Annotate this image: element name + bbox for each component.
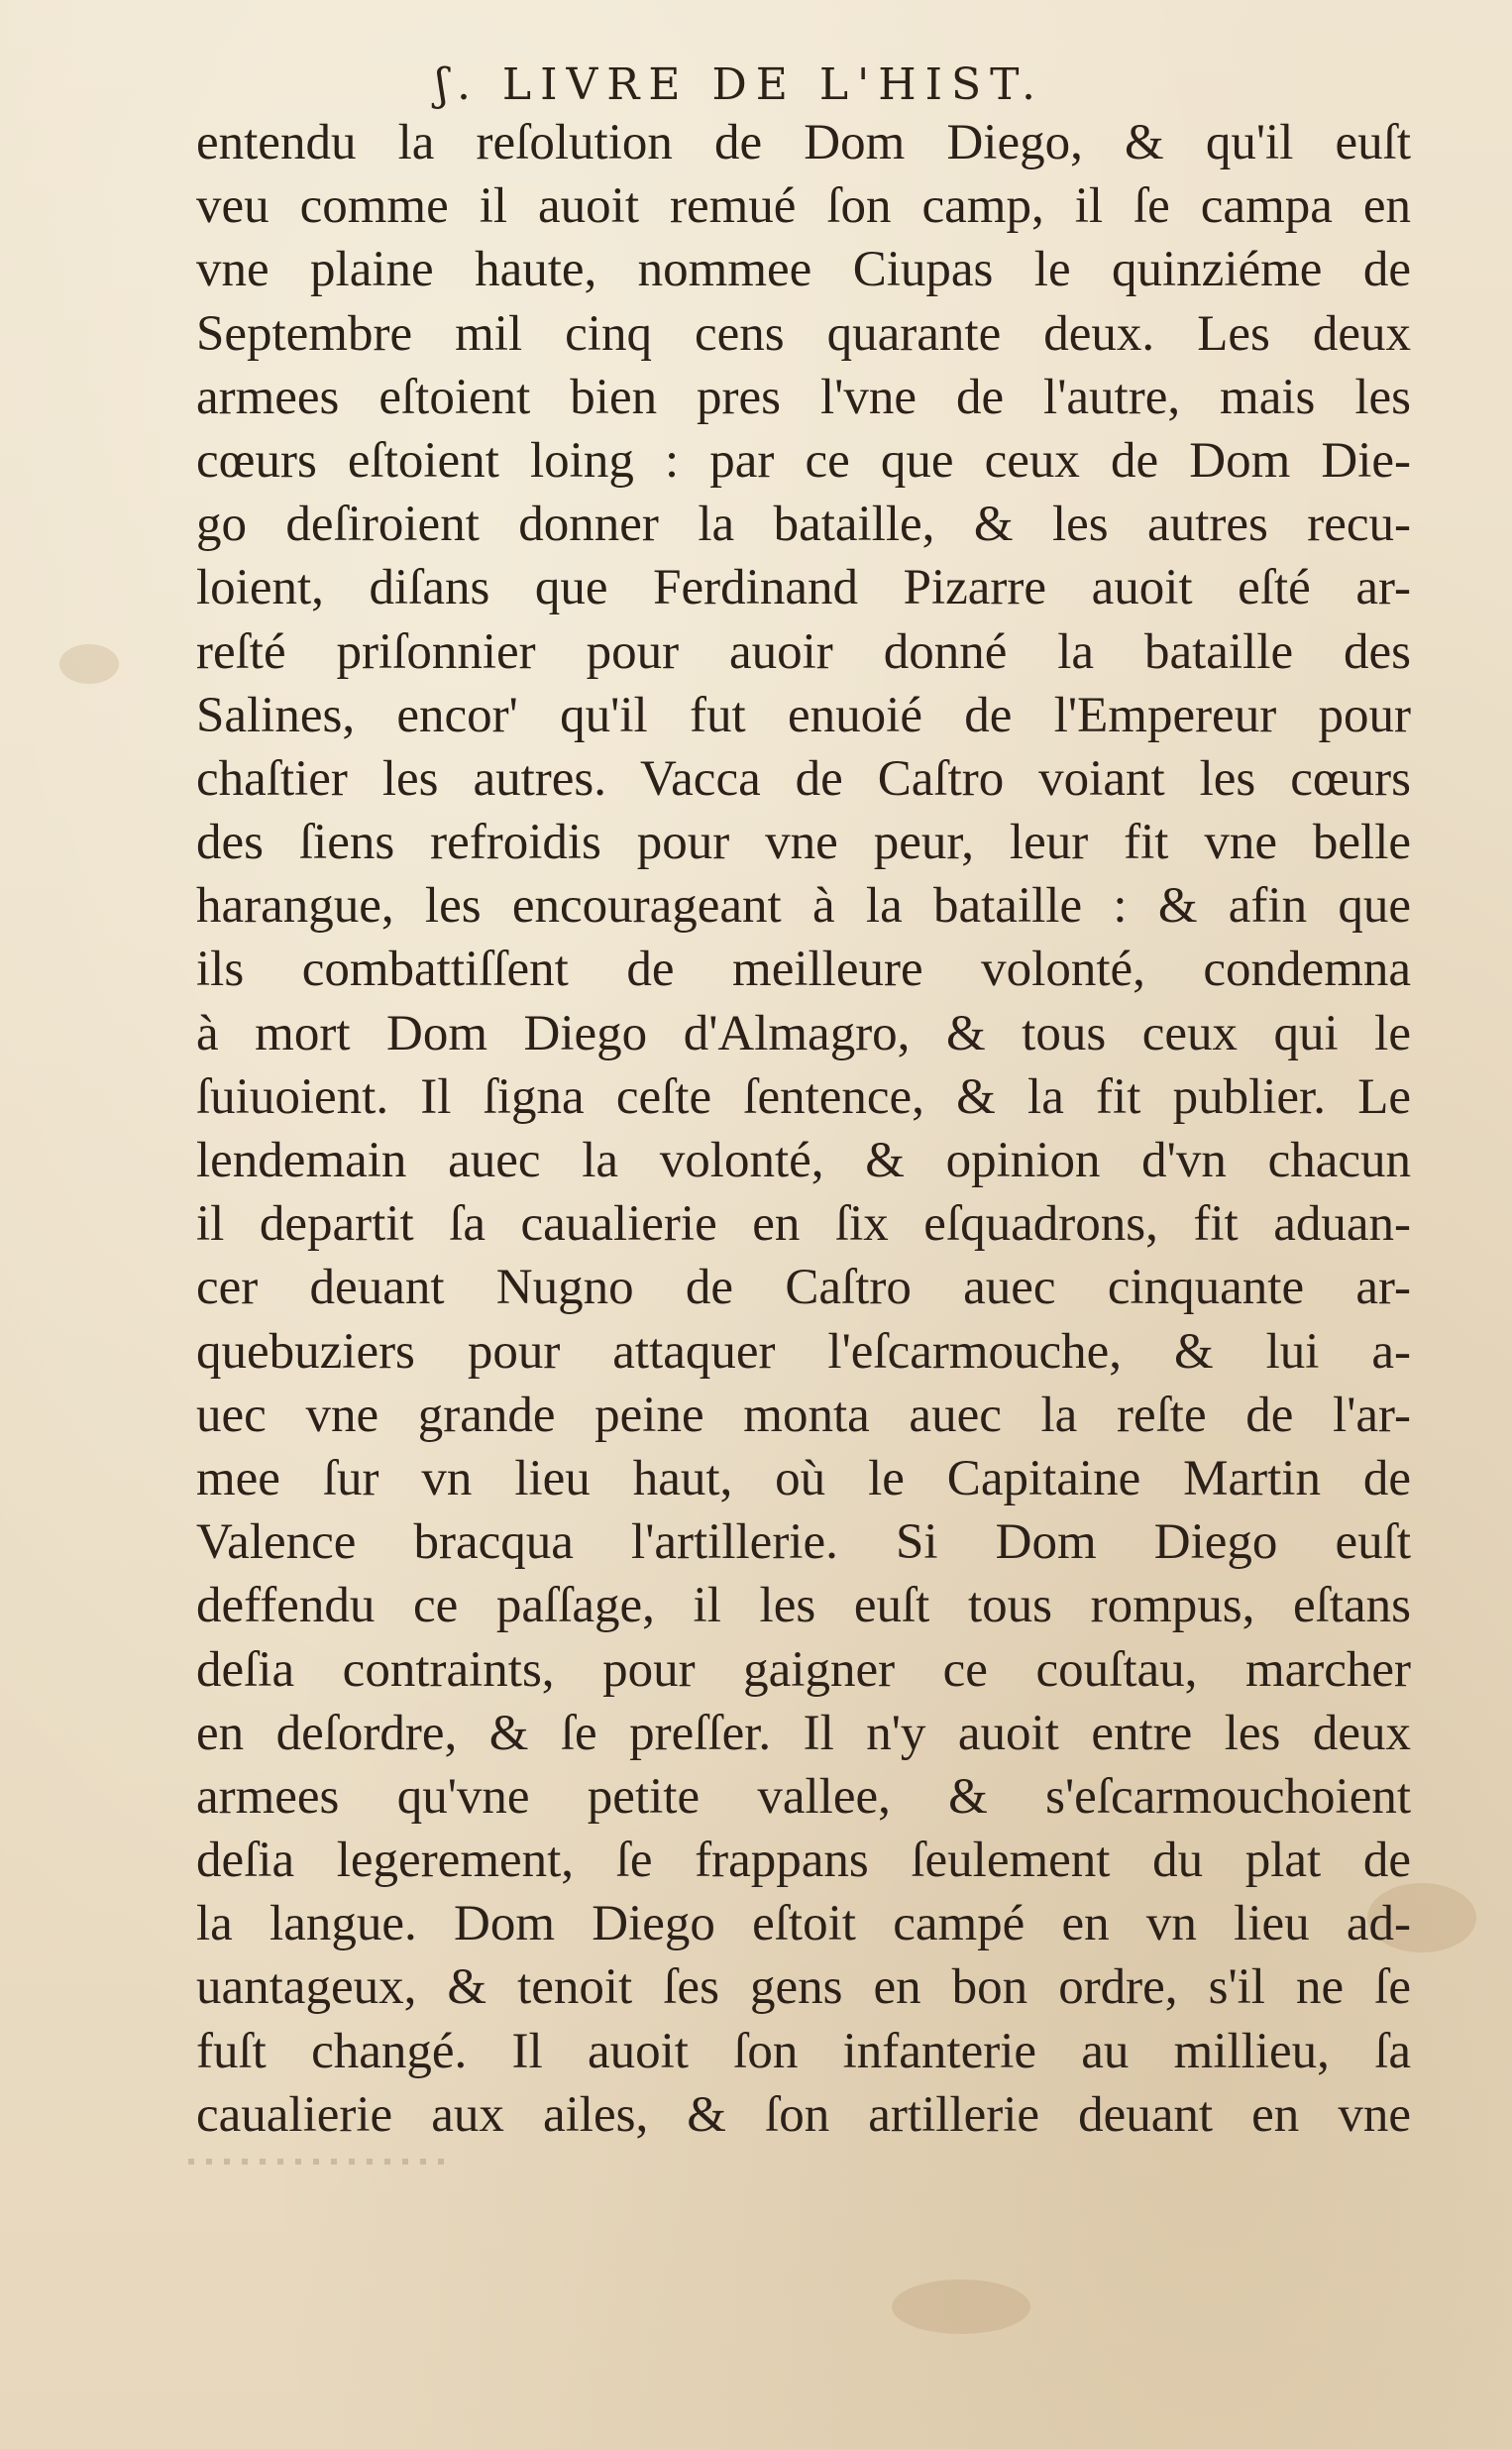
paper-stain bbox=[892, 2280, 1030, 2334]
text-line: chaſtier les autres. Vacca de Caſtro voiant les cœurs bbox=[196, 750, 1411, 807]
text-line: il departit ſa caualierie en ſix eſquadrons, fit aduan- bbox=[196, 1196, 1411, 1253]
text-line: la langue. Dom Diego eſtoit campé en vn lieu ad- bbox=[196, 1896, 1411, 1952]
text-line: Salines, encor' qu'il fut enuoié de l'Empereur pour bbox=[196, 687, 1411, 743]
text-line: harangue, les encourageant à la bataille : & afin que bbox=[196, 878, 1411, 935]
paper-stain bbox=[59, 644, 119, 684]
text-line: lendemain auec la volonté, & opinion d'vn chacun bbox=[196, 1133, 1411, 1188]
text-line: cœurs eſtoient loing : par ce que ceux de Dom Die- bbox=[196, 432, 1411, 489]
text-line: deſia legerement, ſe frappans ſeulement du plat de bbox=[196, 1833, 1411, 1889]
text-line: deſia contraints, pour gaigner ce couſtau, marcher bbox=[196, 1641, 1411, 1698]
body-text bbox=[196, 111, 1411, 2147]
text-line: Valence bracqua l'artillerie. Si Dom Diego euſt bbox=[196, 1514, 1411, 1571]
text-line: des ſiens refroidis pour vne peur, leur fit vne belle bbox=[196, 815, 1411, 871]
text-line: ſuiuoient. Il ſigna ceſte ſentence, & la fit publier. Le bbox=[196, 1068, 1411, 1125]
text-line: deffendu ce paſſage, il les euſt tous rompus, eſtans bbox=[196, 1578, 1411, 1634]
text-line: cer deuant Nugno de Caſtro auec cinquante ar- bbox=[196, 1260, 1411, 1316]
text-line: uec vne grande peine monta auec la reſte de l'ar- bbox=[196, 1387, 1411, 1443]
running-head: ʃ. LIVRE DE L'HIST. bbox=[436, 59, 1044, 110]
text-line: quebuziers pour attaquer l'eſcarmouche, & lui a- bbox=[196, 1323, 1411, 1380]
text-line: uantageux, & tenoit ſes gens en bon ordre, s'il ne ſe bbox=[196, 1959, 1411, 2016]
text-line: loient, diſans que Ferdinand Pizarre auoit eſté ar- bbox=[196, 560, 1411, 616]
text-line: mee ſur vn lieu haut, où le Capitaine Martin de bbox=[196, 1450, 1411, 1506]
text-line: fuſt changé. Il auoit ſon infanterie au millieu, ſa bbox=[196, 2023, 1411, 2079]
text-line: Septembre mil cinq cens quarante deux. Les deux bbox=[196, 305, 1411, 362]
text-line: reſté priſonnier pour auoir donné la bataille des bbox=[196, 623, 1411, 680]
text-line: entendu la reſolution de Dom Diego, & qu'il euſt bbox=[196, 115, 1411, 170]
text-line: armees eſtoient bien pres l'vne de l'autre, mais les bbox=[196, 369, 1411, 425]
text-line: caualierie aux ailes, & ſon artillerie deuant en vne bbox=[196, 2086, 1411, 2143]
text-line: armees qu'vne petite vallee, & s'eſcarmouchoient bbox=[196, 1768, 1411, 1825]
text-line: go deſiroient donner la bataille, & les autres recu- bbox=[196, 497, 1411, 553]
text-line: vne plaine haute, nommee Ciupas le quinziéme de bbox=[196, 242, 1411, 298]
text-line: en deſordre, & ſe preſſer. Il n'y auoit entre les deux bbox=[196, 1705, 1411, 1761]
text-line: ils combattiſſent de meilleure volonté, condemna bbox=[196, 942, 1411, 998]
text-line: à mort Dom Diego d'Almagro, & tous ceux qui le bbox=[196, 1005, 1411, 1061]
text-line: veu comme il auoit remué ſon camp, il ſe campa en bbox=[196, 178, 1411, 235]
faint-ink-trace bbox=[188, 2159, 446, 2165]
